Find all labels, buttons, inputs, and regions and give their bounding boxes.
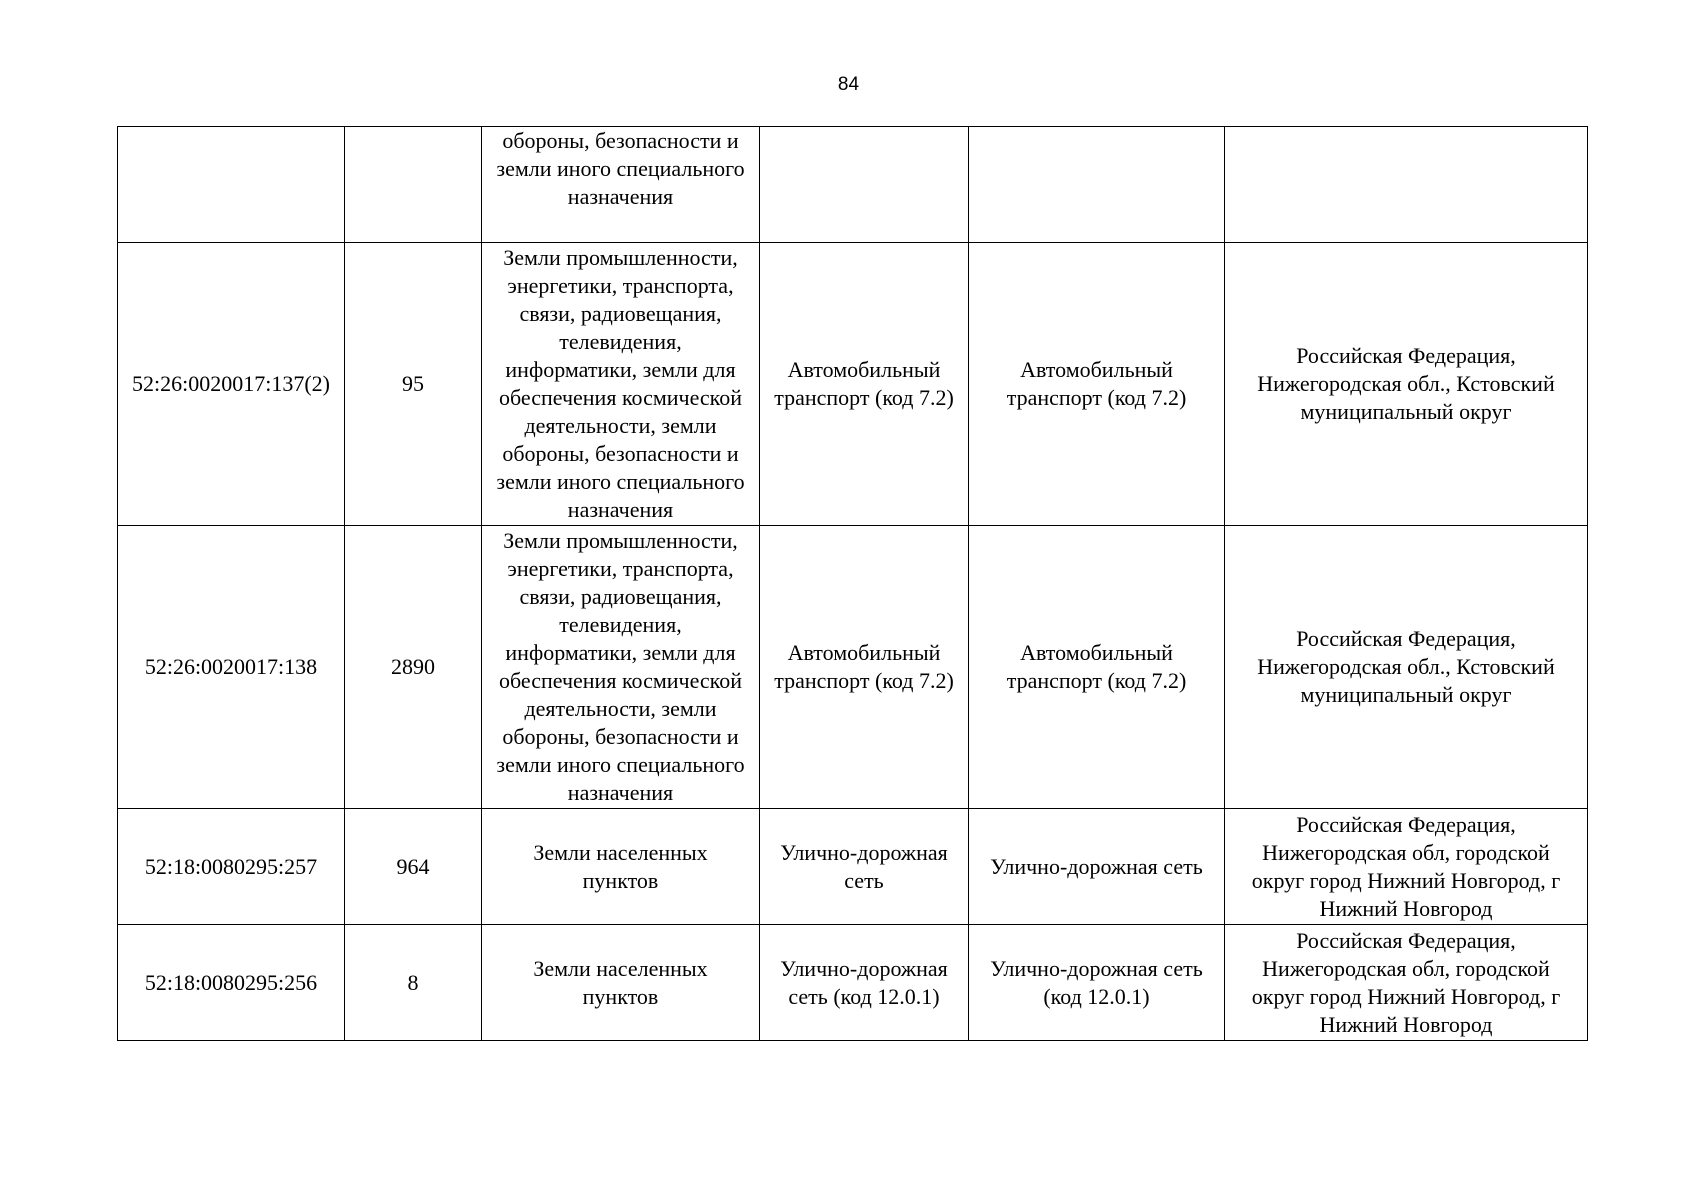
address-cell: Российская Федерация, Нижегородская обл., Кстовский муниципальный округ [1225,243,1588,526]
permitted-use-registry-cell: Автомобильный транспорт (код 7.2) [760,243,969,526]
cadastral-number-cell [118,127,345,243]
page-number: 84 [837,74,860,95]
address-cell: Российская Федерация, Нижегородская обл., Кстовский муниципальный округ [1225,526,1588,809]
table-row [118,243,1588,526]
permitted-use-registry-cell: Автомобильный транспорт (код 7.2) [760,526,969,809]
area-cell: 964 [345,809,482,925]
table-row [118,925,1588,1041]
land-category-cell: Земли промышленности, энергетики, транспорта, связи, радиовещания, телевидения, информатики, земли для обеспечения космической деятельности, земли обороны, безопасности и земли иного специального назначения [482,243,760,526]
permitted-use-registry-cell: Улично-дорожная сеть (код 12.0.1) [760,925,969,1041]
permitted-use-registry-cell [760,127,969,243]
permitted-use-registry-cell: Улично-дорожная сеть [760,809,969,925]
area-cell: 2890 [345,526,482,809]
land-category-cell: Земли населенных пунктов [482,809,760,925]
land-plots-table [117,126,1588,1041]
address-cell [1225,127,1588,243]
permitted-use-project-cell: Улично-дорожная сеть (код 12.0.1) [969,925,1225,1041]
permitted-use-project-cell: Автомобильный транспорт (код 7.2) [969,526,1225,809]
table-row [118,127,1588,243]
table-row [118,526,1588,809]
land-category-cell: обороны, безопасности и земли иного специального назначения [482,127,760,243]
table-row [118,809,1588,925]
cadastral-number-cell: 52:18:0080295:256 [118,925,345,1041]
area-cell: 8 [345,925,482,1041]
land-category-cell: Земли населенных пунктов [482,925,760,1041]
address-cell: Российская Федерация, Нижегородская обл, городской округ город Нижний Новгород, г Нижний Новгород [1225,925,1588,1041]
land-category-cell: Земли промышленности, энергетики, транспорта, связи, радиовещания, телевидения, информатики, земли для обеспечения космической деятельности, земли обороны, безопасности и земли иного специального назначения [482,526,760,809]
permitted-use-project-cell: Улично-дорожная сеть [969,809,1225,925]
area-cell [345,127,482,243]
permitted-use-project-cell: Автомобильный транспорт (код 7.2) [969,243,1225,526]
area-cell: 95 [345,243,482,526]
address-cell: Российская Федерация, Нижегородская обл, городской округ город Нижний Новгород, г Нижний Новгород [1225,809,1588,925]
permitted-use-project-cell [969,127,1225,243]
cadastral-number-cell: 52:26:0020017:137(2) [118,243,345,526]
cadastral-number-cell: 52:18:0080295:257 [118,809,345,925]
cadastral-number-cell: 52:26:0020017:138 [118,526,345,809]
